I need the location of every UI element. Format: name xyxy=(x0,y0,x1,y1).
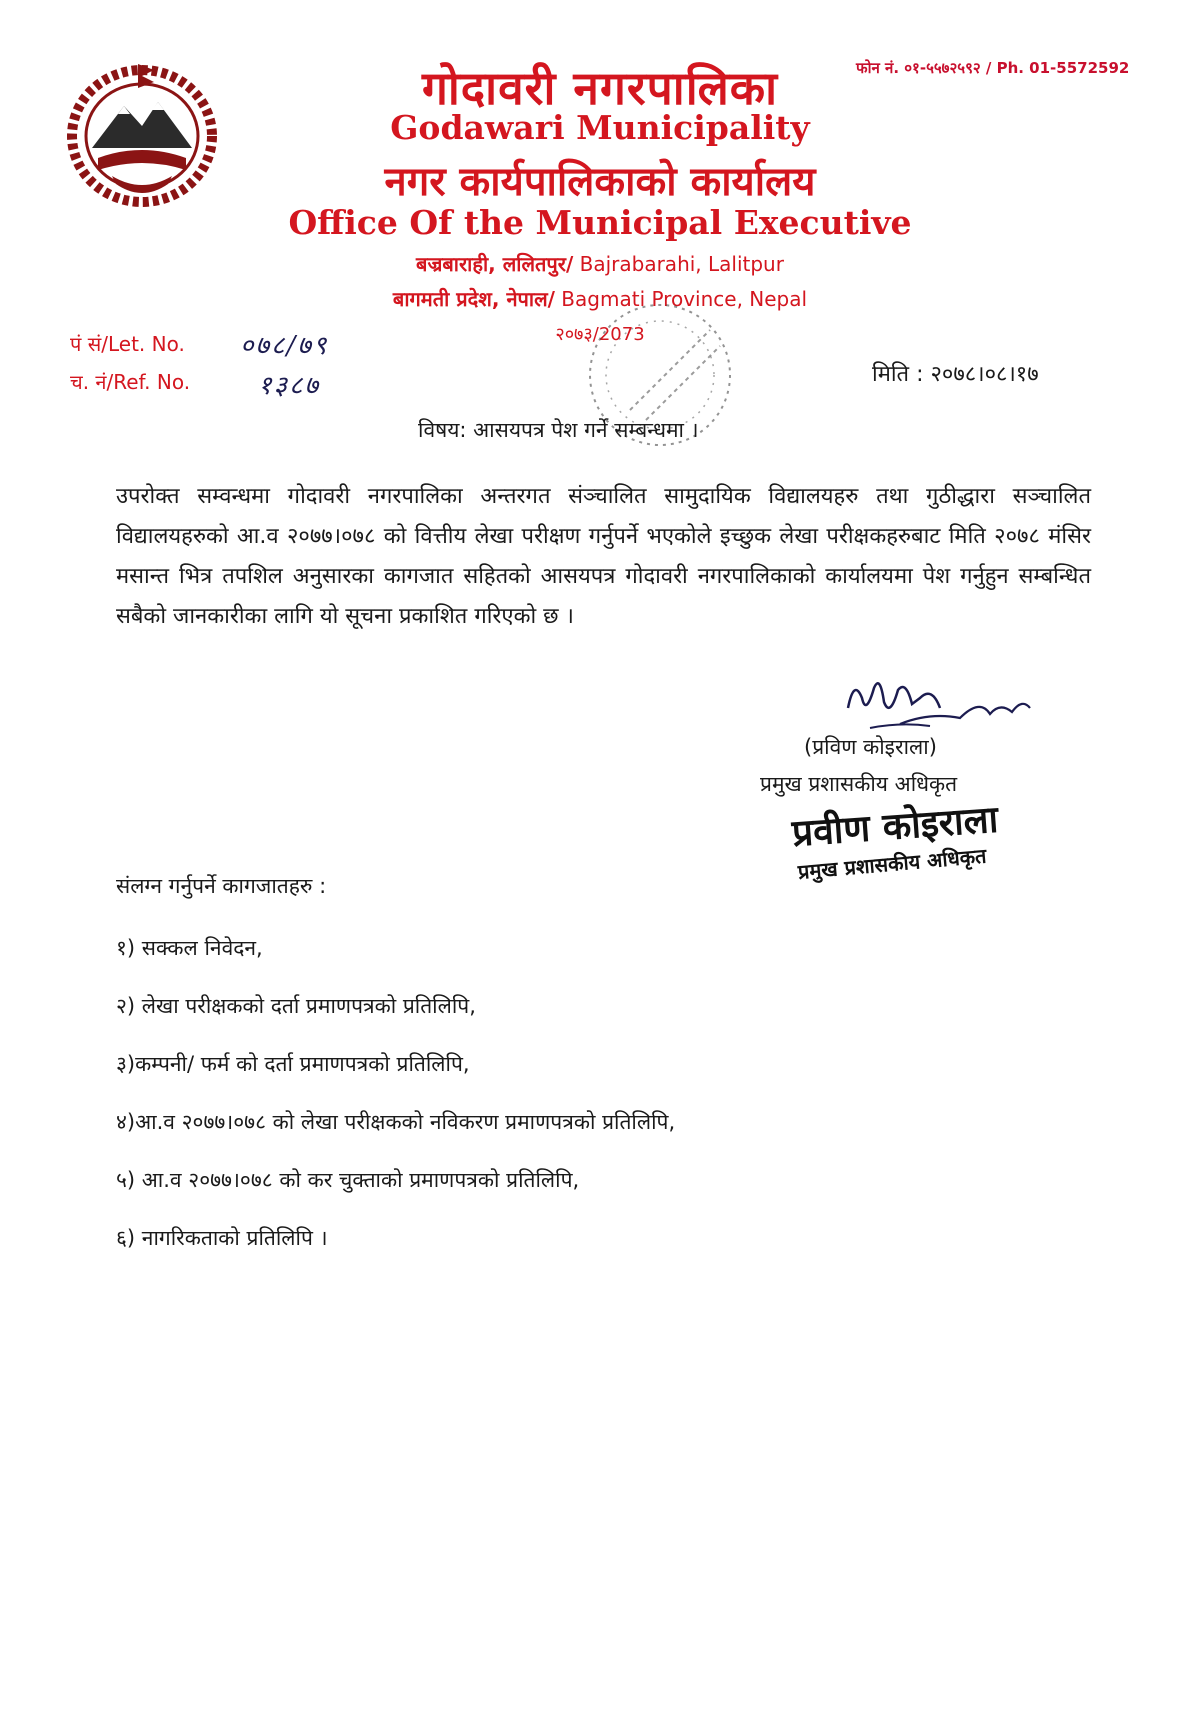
address-line-1 xyxy=(260,250,940,277)
attachments-list xyxy=(116,928,675,1276)
office-name-english: Office Of the Municipal Executive xyxy=(288,203,912,242)
attachment-item: ३)कम्पनी/ फर्म को दर्ता प्रमाणपत्रको प्रतिलिपि, xyxy=(116,1052,470,1076)
signatory-name: (प्रविण कोइराला) xyxy=(804,735,937,759)
attachment-item: ४)आ.व २०७७।०७८ को लेखा परीक्षकको नविकरण प्रमाणपत्रको प्रतिलिपि, xyxy=(116,1110,676,1134)
municipality-name-english: Godawari Municipality xyxy=(390,108,810,147)
body-paragraph: उपरोक्त सम्वन्धमा गोदावरी नगरपालिका अन्तरगत संञ्चालित सामुदायिक विद्यालयहरु तथा गुठीद्धारा सञ्चालित विद्यालयहरुको आ.व २०७७।०७८ को वित्तीय लेखा परीक्षण गर्नुपर्ने भएकोले इच्छुक लेखा परीक्षकहरुबाट मिति २०७८ मंसिर मसान्त भित्र तपशिल अनुसारका कागजात सहितको आसयपत्र गोदावरी नगरपालिकाको कार्यालयमा पेश गर्नुहुन सम्बन्धित सबैको जानकारीका लागि यो सूचना प्रकाशित गरिएको छ । xyxy=(116,484,1091,629)
municipality-name-nepali: गोदावरी नगरपालिका xyxy=(421,61,779,115)
ref-number-label: च. नं/Ref. No. xyxy=(70,370,191,394)
office-name-nepali: नगर कार्यपालिकाको कार्यालय xyxy=(384,159,816,205)
attachment-item: ६) नागरिकताको प्रतिलिपि । xyxy=(116,1226,328,1250)
phone-number: फोन नं. ०१-५५७२५९२ / Ph. 01-5572592 xyxy=(856,59,1130,77)
nepal-emblem-icon xyxy=(62,58,222,208)
signature-stamp-title: प्रमुख प्रशासकीय अधिकृत xyxy=(796,843,988,884)
letter-number-value: ०७८/७९ xyxy=(240,331,329,361)
signatory-title: प्रमुख प्रशासकीय अधिकृत xyxy=(760,772,958,796)
signature-stamp-name: प्रवीण कोइराला xyxy=(790,797,1000,855)
subject-line: विषय: आसयपत्र पेश गर्ने सम्बन्धमा । xyxy=(418,418,699,442)
address-1-nepali: बज्रबाराही, ललितपुर/ xyxy=(416,252,574,276)
attachment-item: १) सक्कल निवेदन, xyxy=(116,936,263,960)
letter-date: मिति : २०७८।०८।१७ xyxy=(872,362,1039,387)
ref-number-value: १३८७ xyxy=(258,371,321,401)
handwritten-signature-icon xyxy=(840,668,1040,738)
attachments-heading: संलग्न गर्नुपर्ने कागजातहरु : xyxy=(116,874,327,898)
letter-number-label: पं सं/Let. No. xyxy=(70,332,185,356)
address-2-english: Bagmati Province, Nepal xyxy=(554,287,808,311)
address-2-nepali: बागमती प्रदेश, नेपाल/ xyxy=(392,287,555,311)
attachment-item: ५) आ.व २०७७।०७८ को कर चुक्ताको प्रमाणपत्रको प्रतिलिपि, xyxy=(116,1168,580,1192)
address-1-english: Bajrabarahi, Lalitpur xyxy=(573,252,784,276)
attachment-item: २) लेखा परीक्षकको दर्ता प्रमाणपत्रको प्रतिलिपि, xyxy=(116,994,476,1018)
established-year: २०७३/2073 xyxy=(555,324,645,345)
